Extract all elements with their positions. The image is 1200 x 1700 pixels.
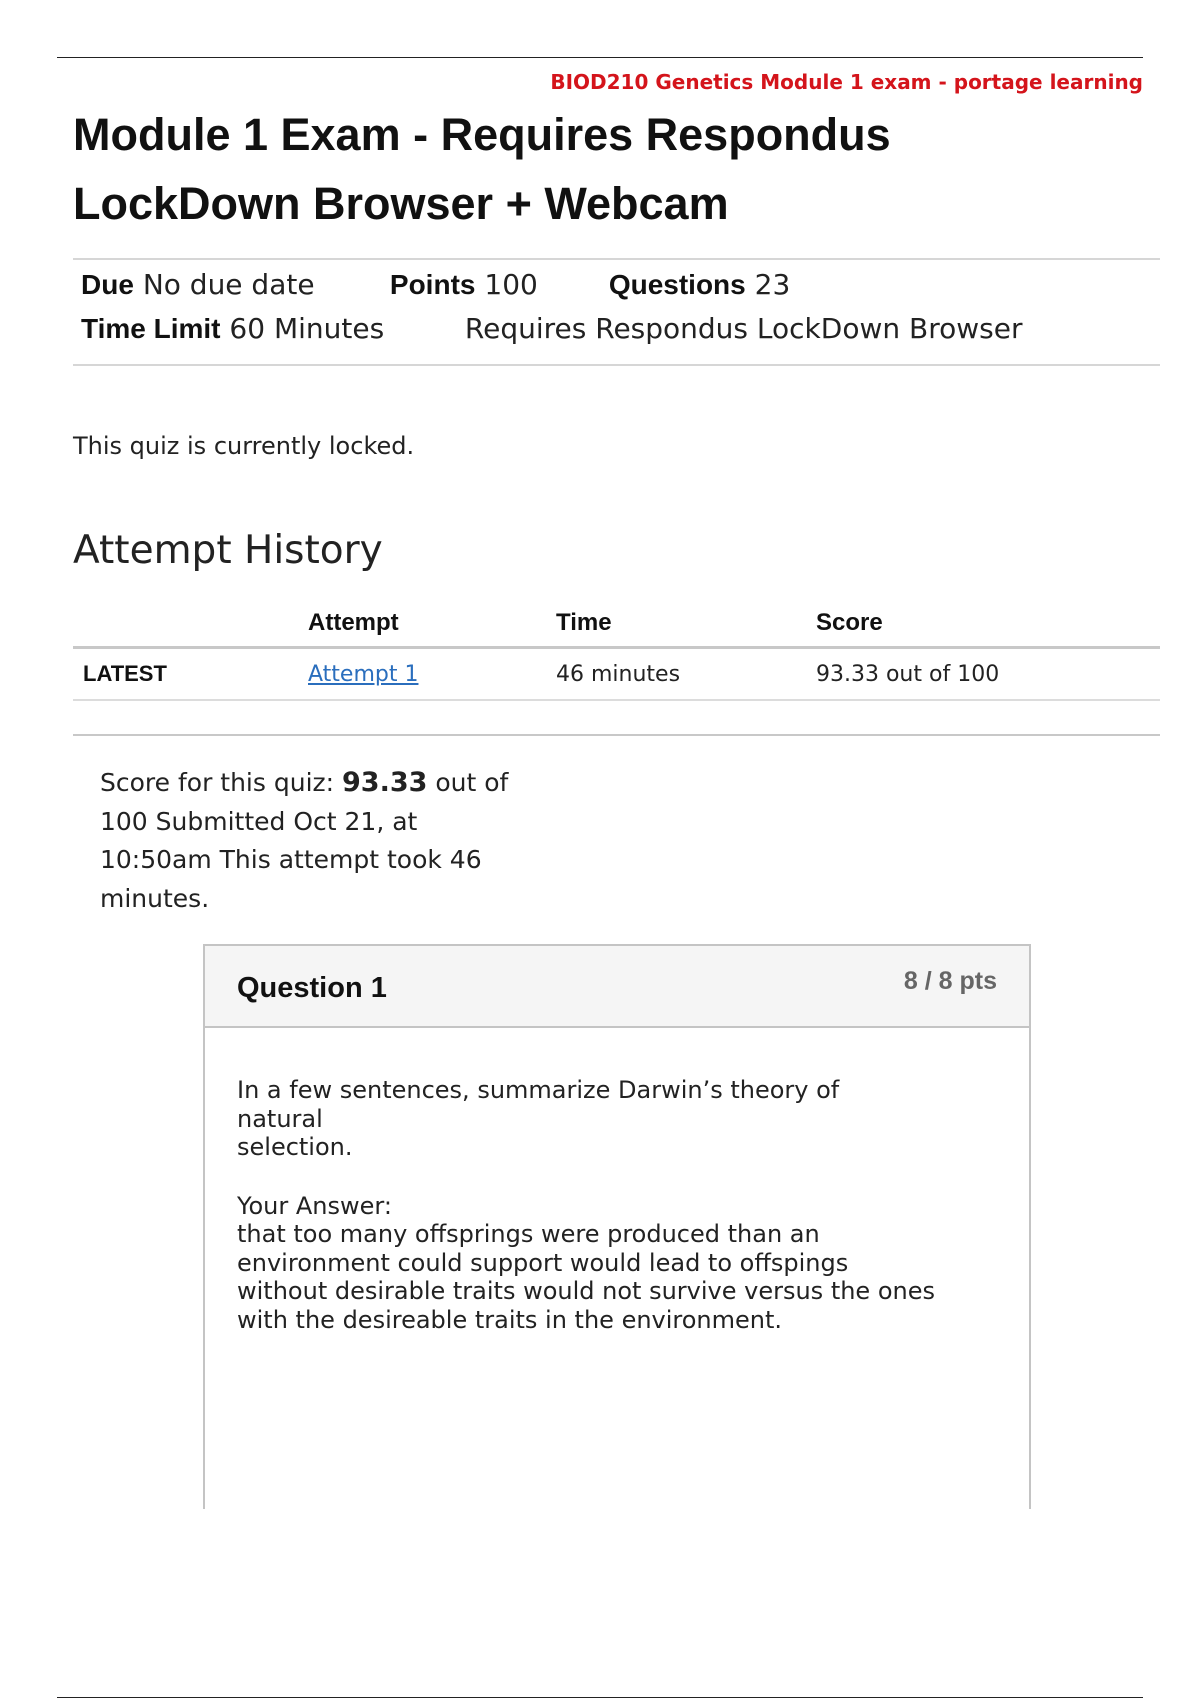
points-info <box>390 268 600 301</box>
bottom-rule <box>57 1697 1143 1698</box>
quiz-details <box>73 258 1160 366</box>
column-header-tag <box>73 600 298 648</box>
points-label: Points <box>389 269 476 300</box>
question-text-line3: selection. <box>237 1133 353 1161</box>
score-summary-details: out of 100 Submitted Oct 21, at 10:50am This attempt took 46 minutes. <box>100 768 509 913</box>
score-summary-prefix: Score for this quiz: <box>100 768 343 797</box>
answer-text-line1: that too many offsprings were produced than an <box>237 1220 820 1248</box>
quiz-details-row-2 <box>81 312 1022 345</box>
question-card <box>203 944 1031 1509</box>
question-text <box>237 1076 997 1162</box>
top-rule <box>57 57 1143 58</box>
points-value: 100 <box>484 268 538 301</box>
questions-label: Questions <box>608 269 746 300</box>
question-text-line1: In a few sentences, summarize Darwin’s theory of <box>237 1076 840 1104</box>
column-header-score: Score <box>806 600 1160 648</box>
question-points: 8 / 8 pts <box>903 967 997 995</box>
answer-text-line4: with the desireable traits in the environment. <box>237 1305 783 1334</box>
page-title-line1: Module 1 Exam - Requires Respondus <box>73 109 891 160</box>
attempt-history-heading: Attempt History <box>73 528 383 573</box>
question-text-line2: natural <box>237 1104 323 1133</box>
answer-label: Your Answer: <box>237 1191 392 1220</box>
quiz-details-row-1 <box>81 268 790 301</box>
question-header <box>205 946 1029 1028</box>
question-body <box>237 1076 997 1334</box>
document-header: BIOD210 Genetics Module 1 exam - portage learning <box>550 70 1143 94</box>
column-header-time: Time <box>546 600 806 648</box>
attempt-time: 46 minutes <box>546 648 806 701</box>
score-summary <box>100 764 530 918</box>
latest-tag: LATEST <box>73 648 298 701</box>
page-title <box>73 100 1073 238</box>
time-limit-info <box>81 312 456 345</box>
due-info <box>81 268 381 301</box>
column-header-attempt: Attempt <box>298 600 546 648</box>
attempt-history-table <box>73 600 1160 701</box>
page-title-line2: LockDown Browser + Webcam <box>73 178 729 229</box>
question-title: Question 1 <box>237 972 387 1004</box>
time-limit-label: Time Limit <box>81 313 221 344</box>
answer-text-line2: environment could support would lead to offspings <box>237 1248 849 1277</box>
attempt-cell <box>298 648 546 701</box>
questions-info <box>609 268 790 301</box>
table-row <box>73 648 1160 701</box>
due-value: No due date <box>142 268 315 301</box>
questions-value: 23 <box>754 268 791 301</box>
time-limit-value: 60 Minutes <box>229 312 385 345</box>
answer-text-line3: without desirable traits would not survive versus the ones <box>237 1277 935 1305</box>
lockdown-requirement: Requires Respondus LockDown Browser <box>464 312 1023 345</box>
score-summary-score: 93.33 <box>342 767 428 798</box>
attempt-1-link[interactable]: Attempt 1 <box>308 661 419 687</box>
due-label: Due <box>81 269 134 300</box>
table-header-row <box>73 600 1160 648</box>
section-divider <box>73 734 1160 736</box>
quiz-locked-message: This quiz is currently locked. <box>73 432 415 460</box>
attempt-score: 93.33 out of 100 <box>806 648 1160 701</box>
answer-text <box>237 1220 997 1334</box>
